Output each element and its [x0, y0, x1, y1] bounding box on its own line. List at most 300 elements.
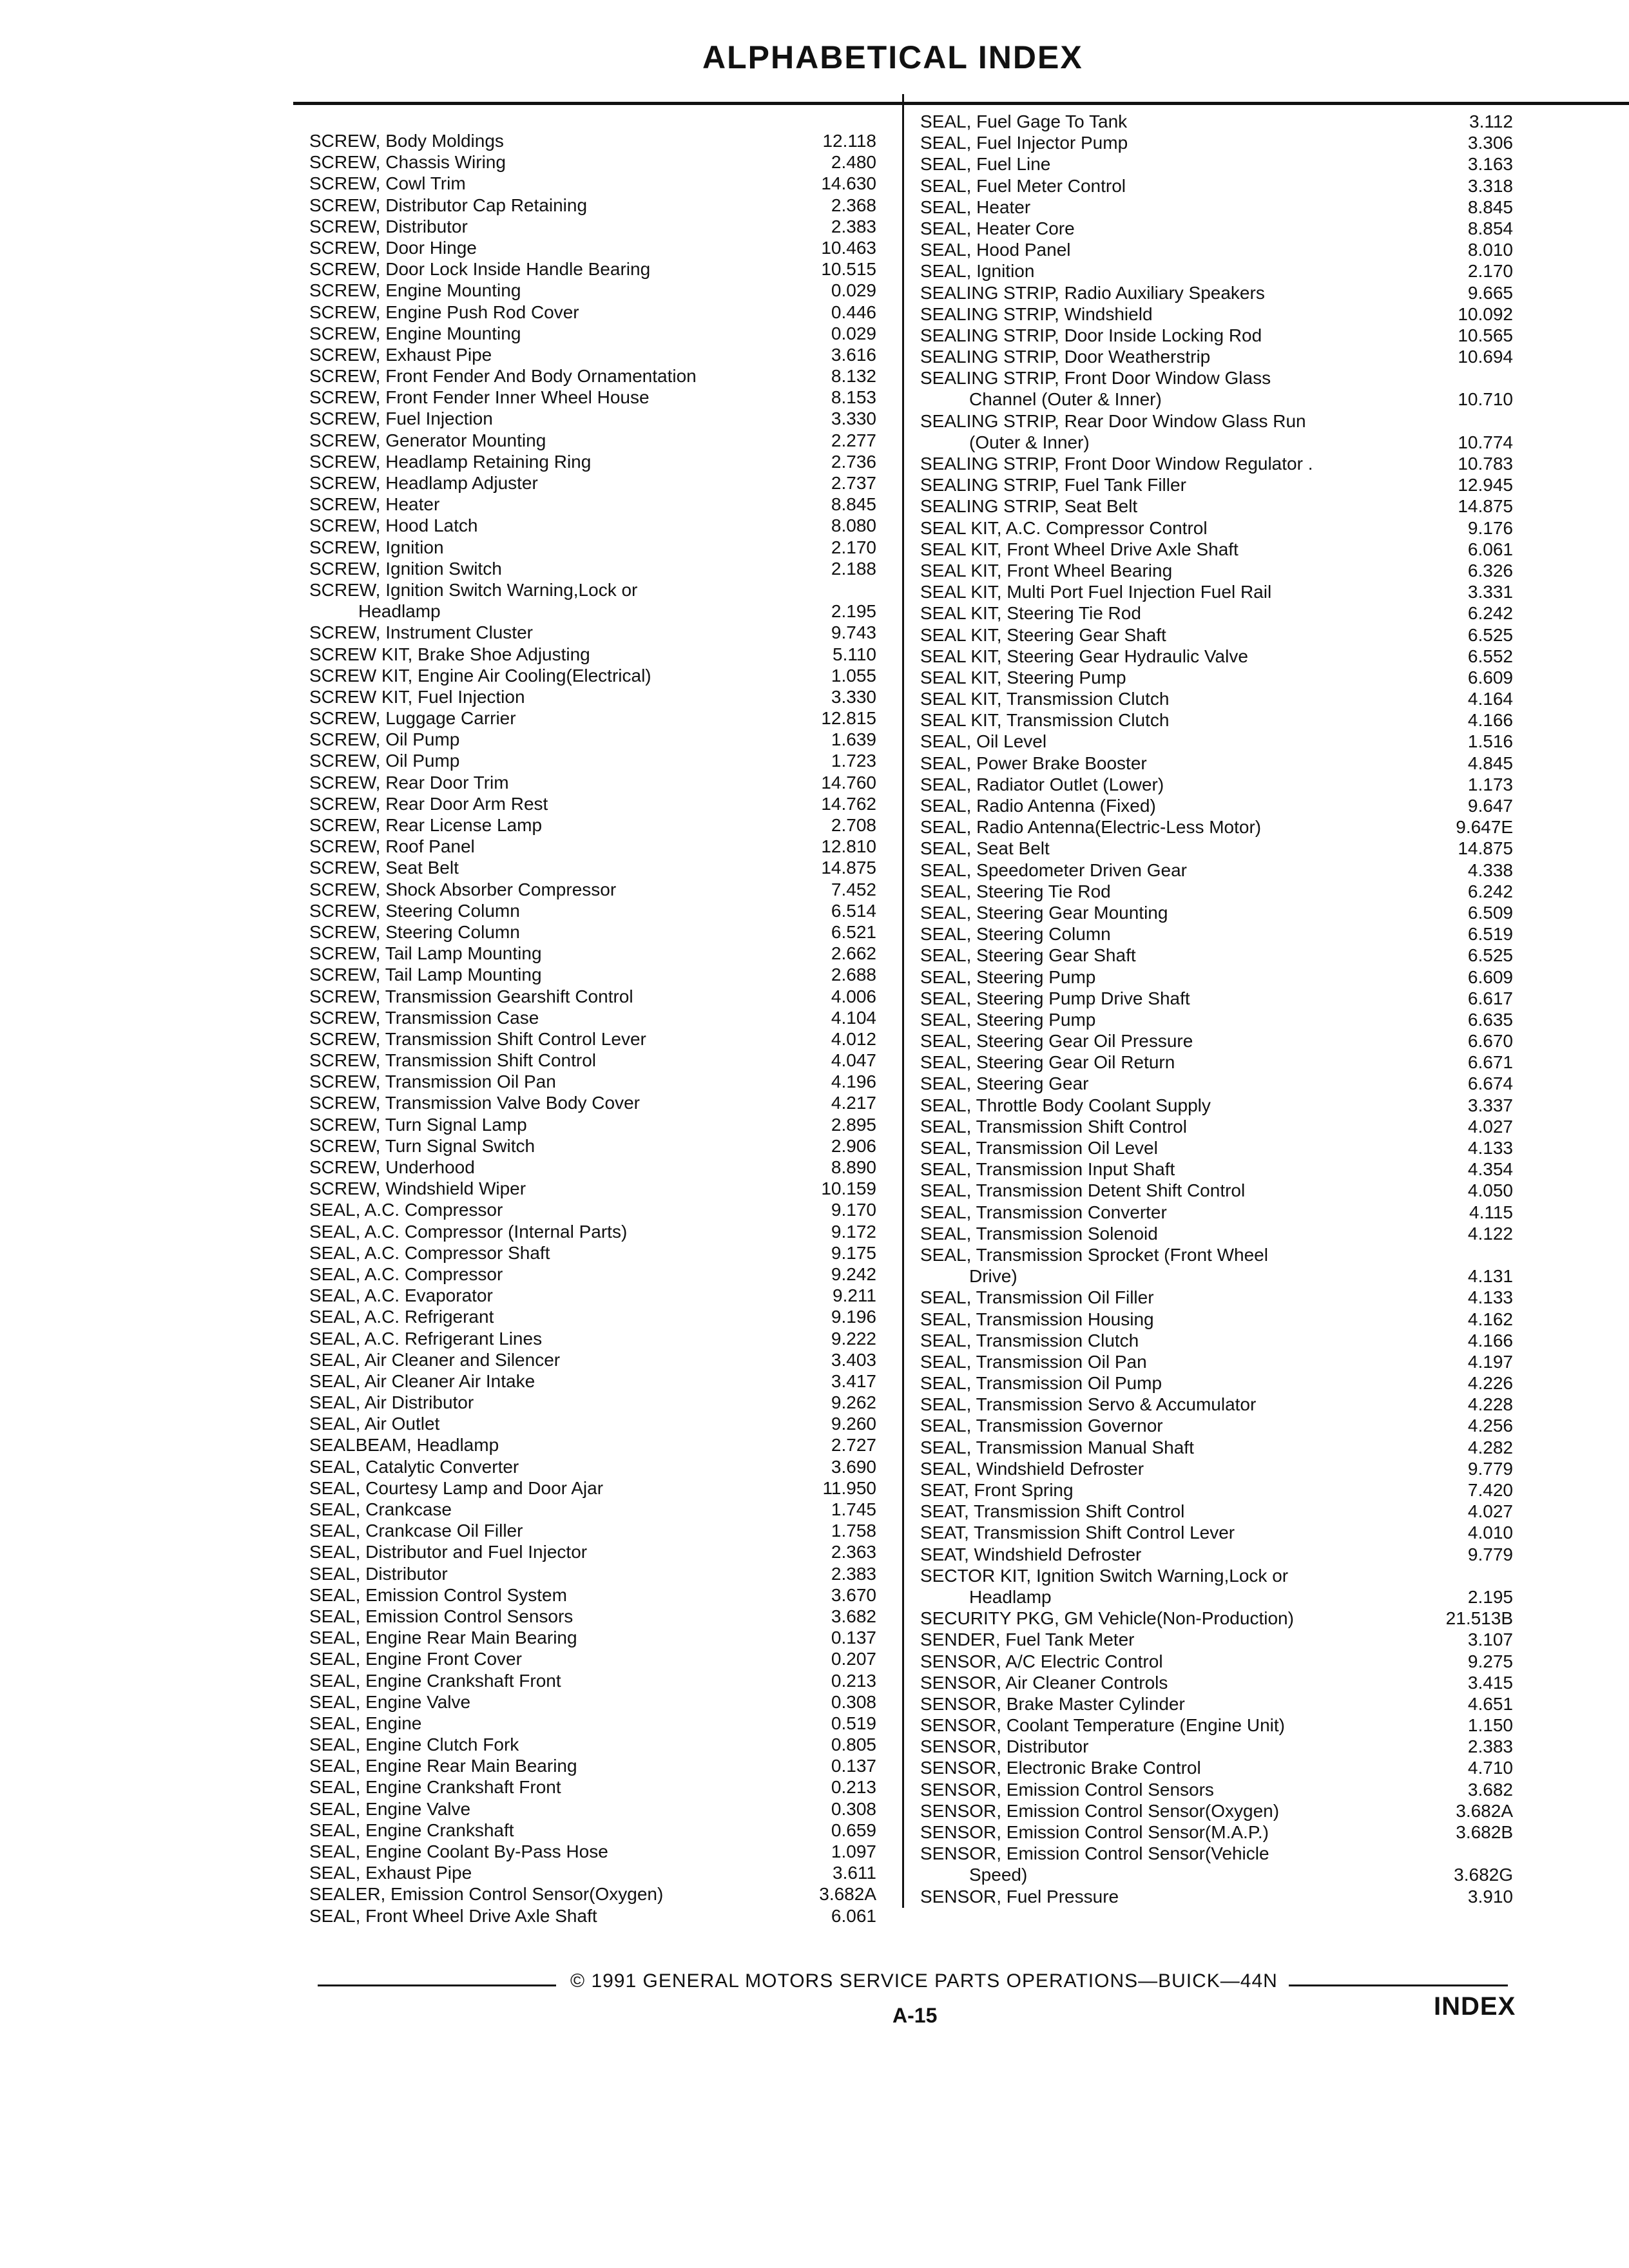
entry-label: SEALING STRIP, Fuel Tank Filler [920, 475, 1186, 495]
index-entry [309, 707, 876, 729]
entry-page-ref: 4.166 [1467, 1330, 1513, 1350]
entry-page-ref: 2.170 [1467, 261, 1513, 282]
entry-label: SEAL, Transmission Manual Shaft [920, 1437, 1194, 1457]
index-entry [920, 1437, 1513, 1458]
entry-label: SEAL, Engine Front Cover [309, 1649, 522, 1669]
index-entry [920, 325, 1513, 346]
entry-page-ref: 10.694 [1458, 347, 1513, 367]
entry-label: SCREW, Ignition [309, 537, 444, 557]
entry-page-ref: 8.010 [1467, 240, 1513, 260]
entry-page-ref: 6.609 [1467, 966, 1513, 987]
entry-label: SEAL, Engine [309, 1713, 422, 1733]
entry-page-ref: 4.131 [1467, 1266, 1513, 1287]
entry-page-ref: 9.172 [831, 1221, 876, 1242]
index-entry [920, 132, 1513, 153]
entry-page-ref: 9.743 [831, 622, 876, 643]
index-entry [920, 1458, 1513, 1479]
entry-label: SEAL KIT, Transmission Clutch [920, 710, 1170, 731]
entry-label: SCREW, Body Moldings [309, 131, 504, 151]
index-entry [309, 1114, 876, 1135]
entry-page-ref: 12.945 [1458, 475, 1513, 495]
entry-label: SEAL, Transmission Converter [920, 1202, 1167, 1222]
entry-page-ref: 4.122 [1467, 1223, 1513, 1244]
entry-label: SEAL, A.C. Evaporator [309, 1285, 493, 1306]
entry-label: SCREW, Underhood [309, 1157, 475, 1177]
index-entry [309, 1242, 876, 1264]
header-rule [293, 102, 1629, 105]
entry-label: SEAL, Ignition [920, 261, 1035, 282]
index-entry [309, 1541, 876, 1562]
entry-label: SEAL, Heater [920, 197, 1031, 217]
index-entry [920, 1565, 1500, 1586]
entry-label: SEAL, Radio Antenna(Electric-Less Motor) [920, 817, 1262, 838]
entry-label: SEAL, Transmission Governor [920, 1416, 1163, 1436]
entry-label: SCREW, Engine Mounting [309, 280, 521, 301]
entry-page-ref: 14.760 [821, 772, 876, 793]
entry-page-ref: 14.630 [821, 173, 876, 194]
index-entry [920, 1030, 1513, 1052]
index-entry [920, 1180, 1513, 1201]
entry-page-ref: 0.308 [831, 1798, 876, 1819]
entry-page-ref: 3.670 [831, 1584, 876, 1605]
index-entry [920, 1394, 1513, 1415]
entry-label: SCREW, Tail Lamp Mounting [309, 943, 542, 964]
entry-label: SCREW, Cowl Trim [309, 173, 466, 194]
entry-label: SEAL KIT, Steering Tie Rod [920, 603, 1141, 624]
entry-label: SCREW, Heater [309, 494, 440, 515]
entry-page-ref: 3.611 [833, 1863, 876, 1883]
entry-page-ref: 11.950 [822, 1477, 876, 1498]
index-entry [920, 753, 1513, 774]
copyright-notice: © 1991 GENERAL MOTORS SERVICE PARTS OPERATIONS—BUICK—44N [570, 1970, 1278, 1992]
index-entry [920, 731, 1513, 752]
index-entry [920, 1629, 1513, 1650]
right-index-column [920, 111, 1513, 1907]
entry-page-ref: 4.845 [1467, 753, 1513, 773]
entry-label: SEALING STRIP, Radio Auxiliary Speakers [920, 282, 1265, 303]
entry-label: SEAL, Transmission Detent Shift Control [920, 1180, 1246, 1201]
entry-label: SEAL KIT, Transmission Clutch [920, 689, 1170, 709]
index-entry [309, 1178, 876, 1199]
index-entry [309, 772, 876, 793]
entry-label: SEAL, Transmission Input Shaft [920, 1159, 1175, 1180]
index-entry [920, 1479, 1513, 1501]
index-entry [920, 881, 1513, 902]
entry-page-ref: 6.326 [1467, 560, 1513, 581]
entry-page-ref: 2.708 [831, 815, 876, 835]
index-entry [309, 494, 876, 515]
entry-label: SEAL, Windshield Defroster [920, 1458, 1144, 1479]
index-entry [309, 1392, 876, 1413]
index-entry [309, 1071, 876, 1092]
index-entry [920, 1009, 1513, 1030]
entry-page-ref: 0.029 [831, 280, 876, 301]
entry-label: SCREW, Turn Signal Switch [309, 1135, 535, 1156]
entry-label: SEAL, Fuel Gage To Tank [920, 111, 1128, 131]
entry-page-ref: 6.609 [1467, 667, 1513, 687]
entry-label: SENSOR, Emission Control Sensor(M.A.P.) [920, 1822, 1269, 1842]
entry-page-ref: 6.521 [831, 921, 876, 942]
entry-page-ref: 3.682B [1456, 1822, 1513, 1842]
entry-page-ref: 2.383 [831, 1563, 876, 1584]
entry-label: SCREW, Oil Pump [309, 729, 460, 750]
entry-label: SEALING STRIP, Seat Belt [920, 496, 1138, 517]
index-entry [309, 472, 876, 494]
entry-label: SEAL, Radiator Outlet (Lower) [920, 774, 1164, 794]
entry-page-ref: 1.723 [831, 751, 876, 771]
index-entry [920, 1244, 1500, 1265]
entry-page-ref: 6.674 [1467, 1073, 1513, 1094]
entry-page-ref: 4.651 [1467, 1693, 1513, 1714]
entry-label: SEAL, Hood Panel [920, 240, 1071, 260]
entry-page-ref: 3.682G [1454, 1865, 1513, 1885]
entry-page-ref: 1.516 [1467, 731, 1513, 752]
index-entry [309, 151, 876, 173]
entry-page-ref: 2.688 [831, 965, 876, 985]
entry-label: SENSOR, Emission Control Sensor(Oxygen) [920, 1800, 1280, 1821]
entry-label: SCREW, Turn Signal Lamp [309, 1114, 527, 1135]
entry-page-ref: 8.854 [1467, 218, 1513, 238]
entry-label: SECTOR KIT, Ignition Switch Warning,Lock or [920, 1565, 1289, 1586]
entry-label: SEAL, Crankcase [309, 1499, 452, 1519]
entry-label: SCREW, Shock Absorber Compressor [309, 879, 617, 899]
entry-label: SEAL, Catalytic Converter [309, 1456, 519, 1477]
index-entry [920, 1736, 1513, 1757]
entry-page-ref: 2.662 [831, 943, 876, 964]
index-entry [309, 879, 876, 900]
entry-label: SEAL, Air Cleaner Air Intake [309, 1370, 535, 1391]
entry-label: Channel (Outer & Inner) [969, 389, 1162, 410]
index-entry [920, 1779, 1513, 1800]
entry-label: SEALING STRIP, Door Weatherstrip [920, 347, 1211, 367]
entry-page-ref: 1.639 [831, 729, 876, 750]
index-entry [920, 1223, 1513, 1244]
entry-label: SEAL, Throttle Body Coolant Supply [920, 1095, 1211, 1115]
entry-page-ref: 4.354 [1467, 1159, 1513, 1180]
entry-label: SENSOR, Distributor [920, 1736, 1089, 1757]
index-entry [920, 539, 1513, 560]
index-entry [309, 1349, 876, 1370]
entry-page-ref: 2.480 [831, 152, 876, 173]
entry-page-ref: 3.415 [1467, 1672, 1513, 1693]
entry-page-ref: 8.153 [831, 387, 876, 408]
left-index-column [309, 130, 876, 1927]
entry-page-ref: 3.337 [1467, 1095, 1513, 1115]
entry-label: SEAL, Distributor [309, 1563, 448, 1584]
entry-label: SEAL, A.C. Compressor [309, 1200, 503, 1220]
index-entry [309, 1713, 876, 1734]
entry-label: SCREW, Distributor [309, 216, 468, 236]
entry-page-ref: 6.509 [1467, 902, 1513, 923]
entry-label: SEAL, Engine Crankshaft Front [309, 1777, 561, 1798]
entry-page-ref: 3.910 [1467, 1886, 1513, 1907]
index-entry [309, 1563, 876, 1584]
entry-label: SEAL, Front Wheel Drive Axle Shaft [309, 1905, 597, 1926]
entry-label: SEAL, Steering Pump Drive Shaft [920, 988, 1190, 1008]
entry-label: SEAL, Courtesy Lamp and Door Ajar [309, 1477, 604, 1498]
entry-label: SEALING STRIP, Windshield [920, 303, 1153, 324]
entry-page-ref: 2.277 [831, 430, 876, 450]
entry-label: SEALING STRIP, Front Door Window Glass [920, 368, 1271, 389]
entry-page-ref: 2.383 [1467, 1736, 1513, 1757]
entry-page-ref: 4.047 [831, 1050, 876, 1071]
entry-label: SCREW, Front Fender And Body Ornamentation [309, 366, 697, 387]
entry-page-ref: 9.647 [1467, 796, 1513, 816]
entry-label: SEAL, Exhaust Pipe [309, 1863, 472, 1883]
entry-label: SEAL, Engine Rear Main Bearing [309, 1628, 577, 1648]
entry-page-ref: 4.166 [1467, 710, 1513, 731]
index-entry [920, 1886, 1513, 1907]
entry-label: SCREW KIT, Engine Air Cooling(Electrical) [309, 665, 651, 686]
index-entry [920, 838, 1513, 859]
entry-label: SEAL, Steering Column [920, 924, 1111, 945]
index-entry [920, 1287, 1513, 1308]
index-entry [309, 1221, 876, 1242]
entry-page-ref: 3.616 [831, 344, 876, 365]
entry-label: SCREW, Chassis Wiring [309, 152, 506, 173]
index-entry [309, 857, 876, 878]
entry-page-ref: 0.519 [831, 1713, 876, 1733]
entry-page-ref: 3.330 [831, 408, 876, 429]
entry-page-ref: 2.195 [1467, 1586, 1513, 1607]
entry-page-ref: 12.815 [821, 708, 876, 729]
entry-page-ref: 1.055 [831, 665, 876, 686]
entry-label: SENSOR, Electronic Brake Control [920, 1758, 1201, 1778]
entry-label: SEAL, Speedometer Driven Gear [920, 860, 1187, 880]
entry-label: SEAL, Oil Level [920, 731, 1047, 752]
entry-page-ref: 4.282 [1467, 1437, 1513, 1457]
entry-label: SCREW, Roof Panel [309, 836, 475, 857]
entry-label: SENSOR, Fuel Pressure [920, 1886, 1119, 1907]
entry-label: SCREW, Windshield Wiper [309, 1178, 526, 1199]
entry-page-ref: 10.463 [821, 237, 876, 258]
index-entry [920, 688, 1513, 709]
index-entry [920, 1137, 1513, 1158]
index-entry [309, 622, 876, 643]
entry-page-ref: 9.211 [833, 1285, 876, 1306]
entry-page-ref: 6.242 [1467, 603, 1513, 624]
entry-label: SCREW, Transmission Valve Body Cover [309, 1093, 640, 1113]
index-entry [309, 344, 876, 365]
entry-page-ref: 2.188 [831, 558, 876, 579]
index-entry [309, 1456, 876, 1477]
entry-page-ref: 2.195 [831, 601, 876, 622]
index-entry [920, 795, 1513, 816]
entry-label: SCREW, Engine Mounting [309, 323, 521, 343]
index-entry [309, 280, 876, 301]
entry-label: Headlamp [358, 601, 441, 622]
entry-page-ref: 0.213 [831, 1670, 876, 1691]
entry-page-ref: 3.682A [1456, 1800, 1513, 1821]
entry-label: SCREW, Instrument Cluster [309, 622, 533, 643]
entry-label: SEAL, Steering Gear Shaft [920, 945, 1136, 966]
index-entry [309, 302, 876, 323]
entry-label: (Outer & Inner) [969, 432, 1090, 452]
entry-page-ref: 10.783 [1458, 454, 1513, 474]
index-entry [309, 814, 876, 836]
entry-label: SCREW, Rear License Lamp [309, 815, 543, 835]
entry-label: SEAL, Engine Valve [309, 1691, 471, 1712]
entry-label: SENSOR, Emission Control Sensor(Vehicle [920, 1843, 1269, 1864]
entry-label: SEAL, Transmission Sprocket (Front Wheel [920, 1244, 1268, 1265]
index-entry [309, 793, 876, 814]
entry-label: SCREW, Headlamp Retaining Ring [309, 451, 592, 472]
index-entry [309, 1434, 876, 1456]
entry-label: SEAT, Front Spring [920, 1480, 1074, 1500]
entry-page-ref: 4.010 [1467, 1523, 1513, 1543]
entry-label: SCREW, Hood Latch [309, 515, 478, 536]
entry-page-ref: 2.368 [831, 195, 876, 215]
entry-label: SEAL, Steering Gear [920, 1073, 1089, 1094]
index-entry [309, 1734, 876, 1755]
entry-page-ref: 10.710 [1458, 389, 1513, 410]
index-entry [920, 197, 1513, 218]
entry-label: SEAL, A.C. Refrigerant [309, 1307, 494, 1327]
entry-page-ref: 4.012 [831, 1028, 876, 1049]
entry-page-ref: 6.519 [1467, 924, 1513, 945]
index-entry [920, 902, 1513, 923]
entry-page-ref: 2.737 [831, 473, 876, 493]
entry-page-ref: 3.682 [831, 1606, 876, 1626]
entry-page-ref: 21.513B [1445, 1608, 1513, 1629]
entry-page-ref: 4.196 [831, 1072, 876, 1092]
entry-label: SCREW, Engine Push Rod Cover [309, 302, 579, 322]
index-entry [309, 195, 876, 216]
entry-page-ref: 12.118 [822, 131, 876, 151]
entry-label: SEAL, Emission Control System [309, 1584, 567, 1605]
index-entry [920, 303, 1513, 325]
index-entry [920, 1265, 1513, 1287]
index-entry [309, 173, 876, 194]
entry-label: SCREW, Ignition Switch Warning,Lock or [309, 579, 638, 600]
index-entry [309, 1862, 876, 1883]
index-entry [920, 1052, 1513, 1073]
index-entry [920, 1351, 1513, 1372]
entry-label: SEAL, Emission Control Sensors [309, 1606, 574, 1626]
entry-page-ref: 0.659 [831, 1820, 876, 1840]
entry-label: SCREW, Generator Mounting [309, 430, 546, 450]
index-entry [309, 644, 876, 665]
index-entry [309, 1776, 876, 1798]
entry-page-ref: 2.906 [831, 1135, 876, 1156]
entry-page-ref: 1.758 [831, 1521, 876, 1541]
index-entry [920, 239, 1513, 260]
entry-label: SEAL, Steering Pump [920, 1009, 1096, 1030]
entry-label: SCREW KIT, Brake Shoe Adjusting [309, 644, 590, 664]
entry-page-ref: 12.810 [821, 836, 876, 857]
index-entry [309, 130, 876, 151]
index-entry [920, 1715, 1513, 1736]
entry-label: SEAL, Fuel Injector Pump [920, 133, 1128, 153]
index-entry [920, 966, 1513, 988]
index-entry [309, 387, 876, 408]
entry-label: SENDER, Fuel Tank Meter [920, 1629, 1135, 1650]
entry-page-ref: 4.197 [1467, 1351, 1513, 1372]
index-entry [920, 1864, 1513, 1885]
entry-label: SEAL, A.C. Compressor (Internal Parts) [309, 1221, 628, 1242]
entry-page-ref: 9.222 [831, 1328, 876, 1349]
entry-label: SEAL, A.C. Compressor Shaft [309, 1242, 550, 1263]
index-entry [920, 1415, 1513, 1436]
index-entry [920, 667, 1513, 688]
entry-label: SECURITY PKG, GM Vehicle(Non-Production) [920, 1608, 1294, 1629]
index-entry [309, 836, 876, 857]
index-entry [920, 1693, 1513, 1715]
index-entry [920, 560, 1513, 581]
entry-label: SEALBEAM, Headlamp [309, 1435, 499, 1456]
index-entry [920, 1608, 1513, 1629]
entry-label: SCREW, Fuel Injection [309, 408, 493, 429]
index-entry [920, 1158, 1513, 1180]
entry-label: SCREW, Rear Door Arm Rest [309, 793, 548, 814]
index-entry [309, 1477, 876, 1499]
index-entry [309, 1520, 876, 1541]
index-entry [309, 921, 876, 943]
entry-page-ref: 9.175 [831, 1242, 876, 1263]
index-entry [920, 432, 1513, 453]
entry-label: SEAL, Transmission Oil Pan [920, 1351, 1147, 1372]
entry-page-ref: 9.170 [831, 1200, 876, 1220]
index-entry [309, 1092, 876, 1113]
index-entry [309, 237, 876, 258]
index-entry [920, 282, 1513, 303]
entry-page-ref: 8.890 [831, 1157, 876, 1177]
entry-page-ref: 6.617 [1467, 988, 1513, 1008]
index-entry [920, 1821, 1513, 1843]
entry-label: SCREW, Rear Door Trim [309, 772, 509, 793]
index-entry [309, 1905, 876, 1927]
entry-label: SEAL, Seat Belt [920, 838, 1050, 859]
index-entry [920, 410, 1500, 432]
index-entry [920, 111, 1513, 132]
entry-page-ref: 4.710 [1467, 1758, 1513, 1778]
entry-label: SEAL KIT, Front Wheel Drive Axle Shaft [920, 539, 1239, 559]
index-entry [309, 1370, 876, 1392]
entry-label: SEAL, Steering Gear Mounting [920, 902, 1168, 923]
index-entry [920, 646, 1513, 667]
entry-page-ref: 3.682 [1467, 1779, 1513, 1800]
entry-label: SENSOR, Coolant Temperature (Engine Unit) [920, 1715, 1285, 1736]
entry-page-ref: 10.092 [1458, 303, 1513, 324]
entry-page-ref: 9.779 [1467, 1458, 1513, 1479]
index-entry [309, 1584, 876, 1606]
entry-label: SCREW, Door Lock Inside Handle Bearing [309, 259, 651, 280]
index-entry [309, 515, 876, 536]
entry-page-ref: 8.845 [831, 494, 876, 515]
entry-page-ref: 14.875 [1458, 496, 1513, 517]
index-entry [920, 1202, 1513, 1223]
index-entry [920, 153, 1513, 175]
entry-page-ref: 2.736 [831, 451, 876, 472]
index-entry [920, 624, 1513, 646]
entry-label: SCREW, Luggage Carrier [309, 708, 516, 729]
entry-label: SCREW, Transmission Gearshift Control [309, 986, 633, 1006]
entry-label: SCREW KIT, Fuel Injection [309, 686, 525, 707]
entry-label: SENSOR, Emission Control Sensors [920, 1779, 1214, 1800]
index-entry [309, 365, 876, 387]
index-entry [920, 774, 1513, 795]
entry-page-ref: 4.104 [831, 1007, 876, 1028]
entry-label: SEAL, Transmission Housing [920, 1309, 1154, 1329]
index-entry [309, 1199, 876, 1220]
entry-page-ref: 9.262 [831, 1392, 876, 1413]
entry-page-ref: 10.159 [821, 1178, 876, 1199]
entry-label: Speed) [969, 1865, 1028, 1885]
index-entry [920, 1544, 1513, 1565]
entry-label: SEAT, Transmission Shift Control Lever [920, 1523, 1235, 1543]
entry-label: SCREW, Headlamp Adjuster [309, 473, 538, 493]
index-entry [920, 1800, 1513, 1821]
